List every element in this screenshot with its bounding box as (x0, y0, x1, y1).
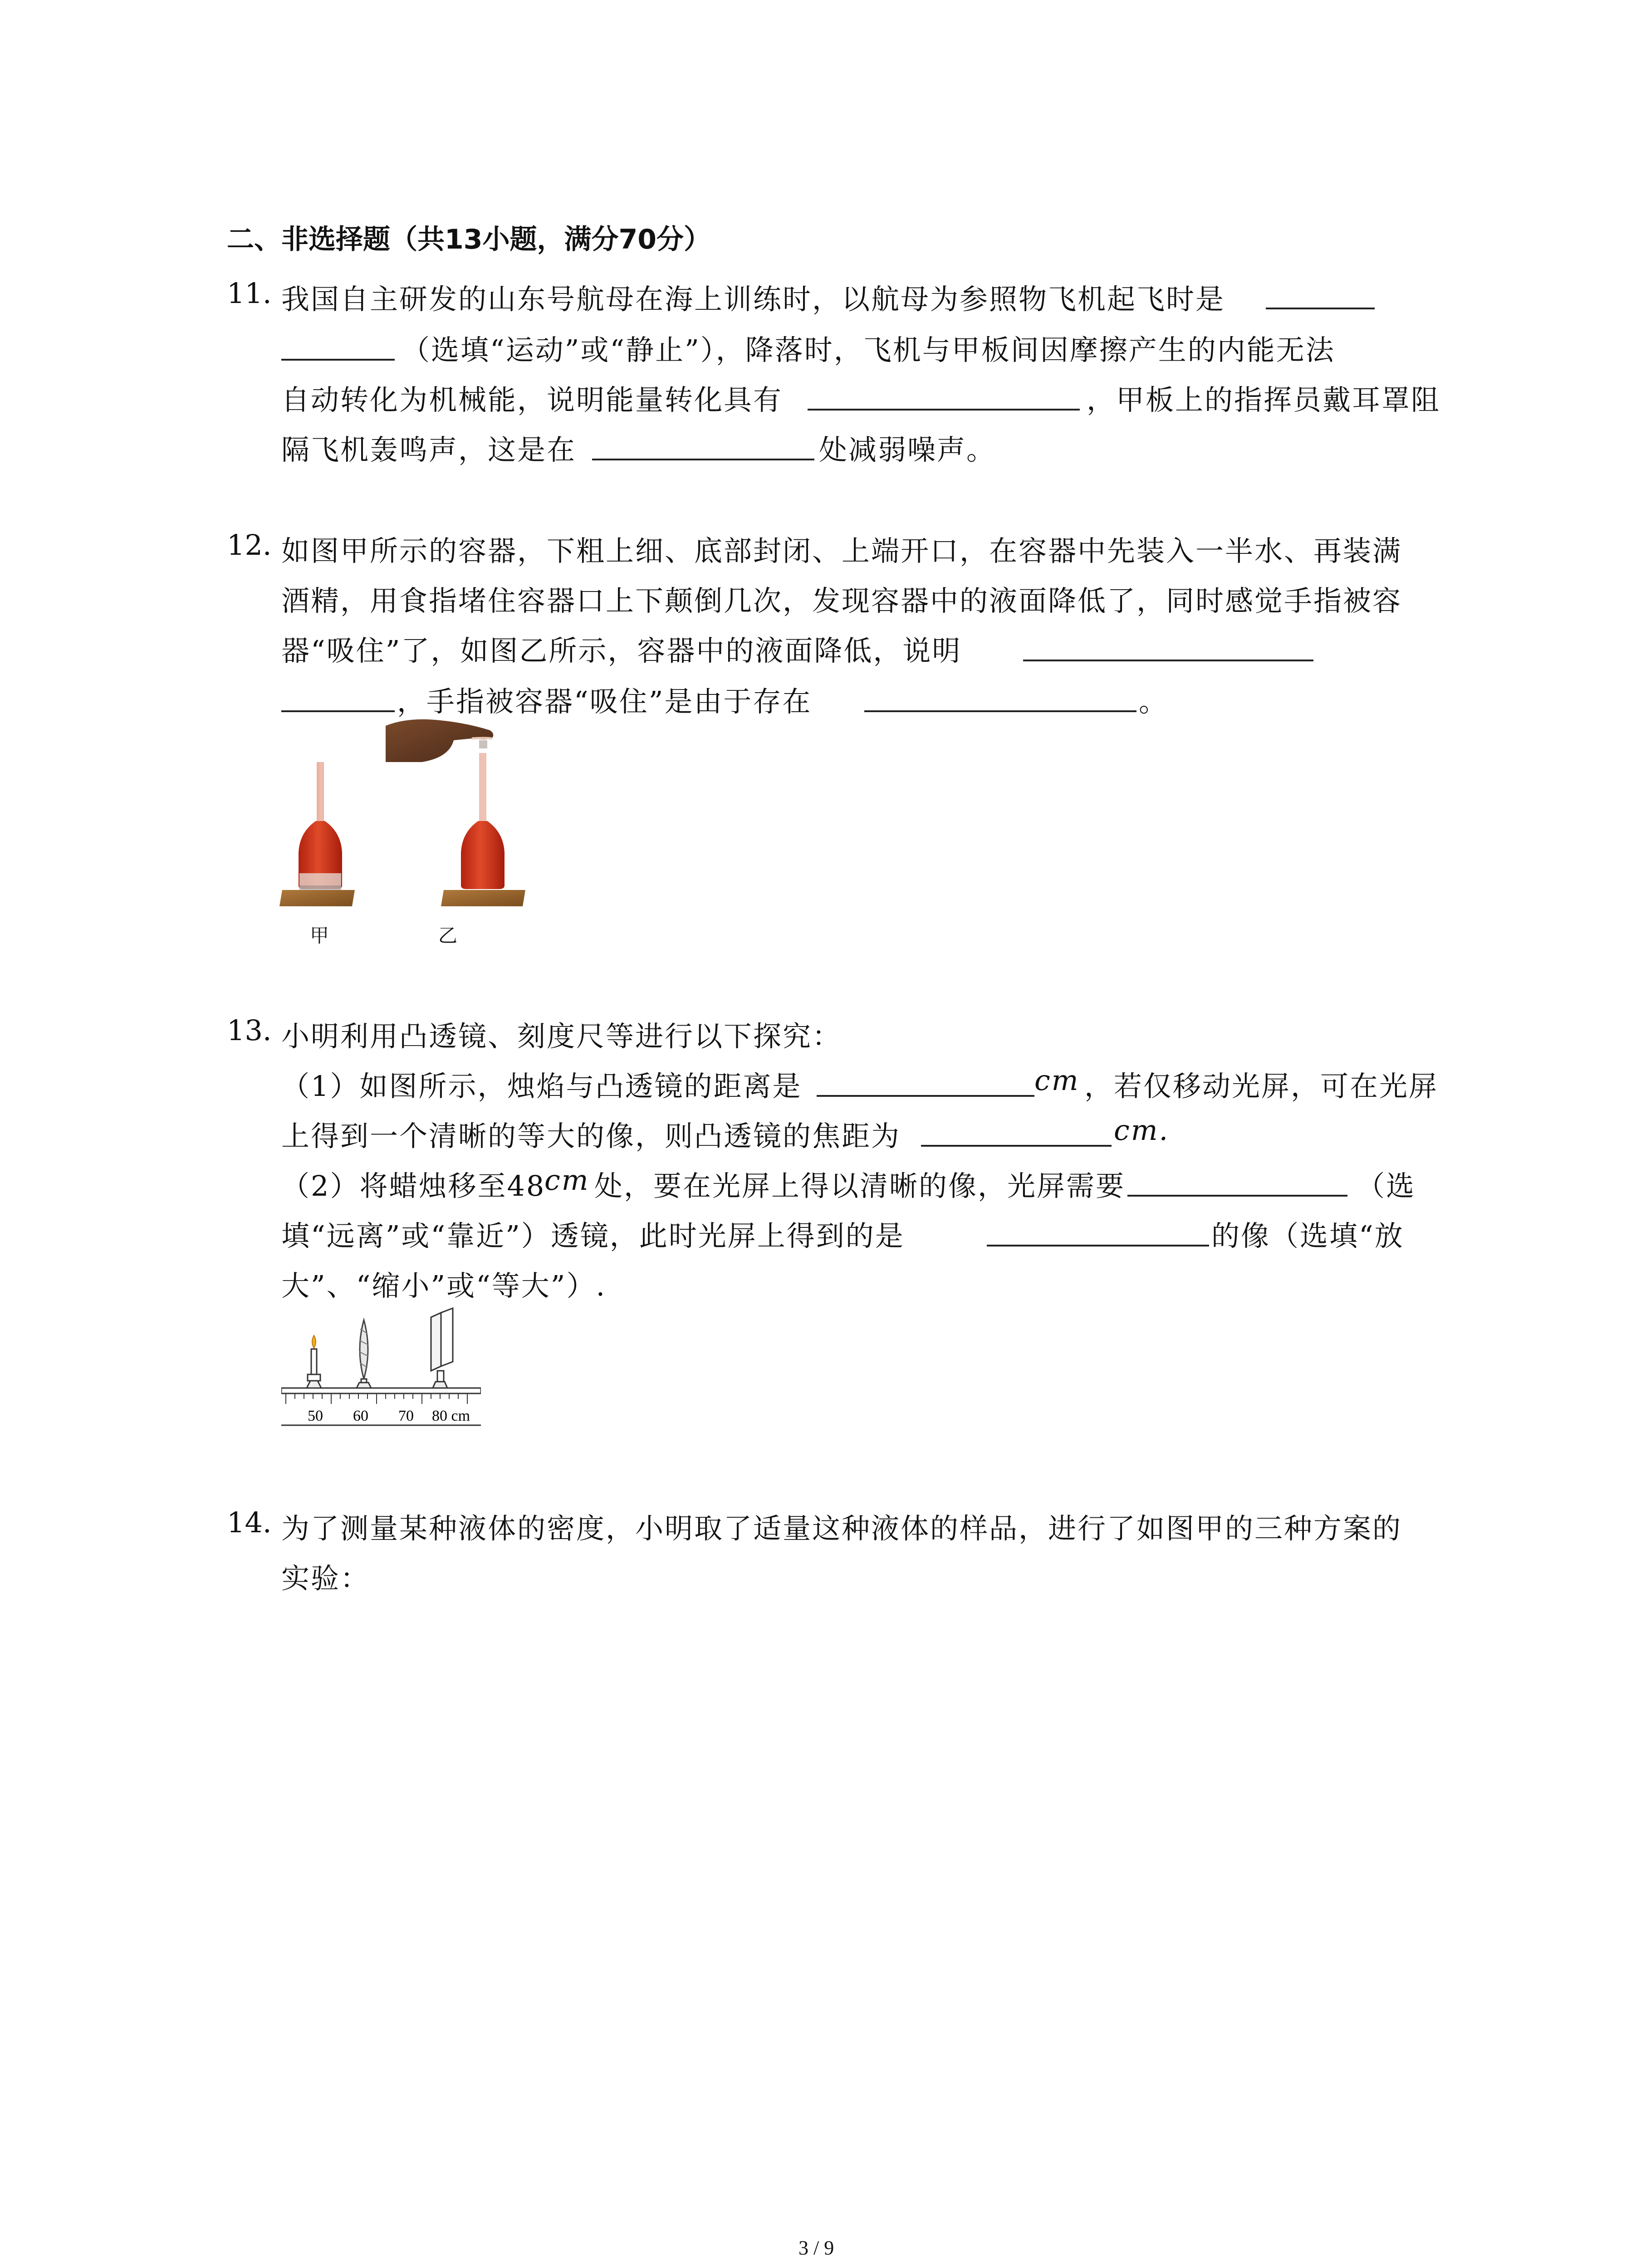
answer-blank[interactable] (987, 1215, 1209, 1246)
question-text: ，手指被容器“吸住”是由于存在 (397, 685, 812, 718)
question-text: 。 (1139, 685, 1169, 718)
candle (307, 1335, 321, 1388)
question-text: （1）如图所示，烛焰与凸透镜的距离是 (281, 1070, 802, 1103)
answer-blank[interactable] (1127, 1165, 1347, 1197)
flask-b (441, 753, 525, 906)
question-text: 的像（选填“放 (1211, 1219, 1404, 1252)
figure-label-jia: 甲 (310, 924, 329, 947)
answer-blank[interactable] (808, 379, 1080, 411)
question-number: 14. (227, 1506, 272, 1539)
question-text: ，若仅移动光屏，可在光屏 (1084, 1070, 1439, 1103)
light-screen (431, 1308, 453, 1388)
question-text: 处减弱噪声。 (819, 433, 996, 466)
question-text: 实验： (281, 1562, 370, 1595)
scale-label: 50 (308, 1408, 323, 1424)
answer-blank[interactable] (281, 680, 395, 712)
convex-lens (357, 1320, 371, 1388)
answer-blank[interactable] (817, 1065, 1034, 1097)
question-text: （选 (1357, 1169, 1416, 1202)
page-number: 3 / 9 (798, 2237, 834, 2259)
scale-label: 60 (353, 1408, 368, 1424)
unit-text: cm (1034, 1064, 1080, 1097)
scale-label: 70 (398, 1408, 414, 1424)
question-number: 12. (227, 528, 272, 562)
question-text: 如图甲所示的容器，下粗上细、底部封闭、上端开口，在容器中先装入一半水、再装满 (281, 534, 1402, 567)
question-text: 自动转化为机械能，说明能量转化具有 (281, 383, 783, 416)
question-text: 我国自主研发的山东号航母在海上训练时，以航母为参照物飞机起飞时是 (281, 283, 1225, 316)
answer-blank[interactable] (921, 1115, 1112, 1147)
answer-blank[interactable] (592, 429, 814, 460)
optical-bench-figure (281, 1306, 481, 1442)
question-text: 大”、“缩小”或“等大”）. (281, 1269, 607, 1302)
ruler-ticks (286, 1393, 467, 1404)
question-text: 处，要在光屏上得以清晰的像，光屏需要 (594, 1169, 1126, 1202)
question-text: 填“远离”或“靠近”）透镜，此时光屏上得到的是 (281, 1219, 905, 1252)
answer-blank[interactable] (281, 329, 395, 361)
figure-label-yi: 乙 (438, 924, 458, 947)
question-text: （2）将蜡烛移至48 (281, 1169, 546, 1202)
question-text: 酒精，用食指堵住容器口上下颠倒几次，发现容器中的液面降低了，同时感觉手指被容 (281, 584, 1402, 617)
answer-blank[interactable] (864, 680, 1136, 712)
question-number: 11. (227, 277, 272, 310)
question-text: 器“吸住”了，如图乙所示，容器中的液面降低，说明 (281, 634, 962, 667)
unit-text: cm (544, 1163, 590, 1197)
hand-image (386, 719, 493, 762)
question-text: （选填“运动”或“静止”），降落时，飞机与甲板间因摩擦产生的内能无法 (402, 333, 1335, 367)
question-text: ，甲板上的指挥员戴耳罩阻 (1087, 383, 1441, 416)
flask-a (279, 762, 355, 906)
scale-label: 80 cm (432, 1408, 470, 1424)
question-text: 上得到一个清晰的等大的像，则凸透镜的焦距为 (281, 1119, 901, 1153)
question-text: 小明利用凸透镜、刻度尺等进行以下探究： (281, 1020, 842, 1053)
answer-blank[interactable] (1023, 630, 1313, 661)
question-text: 为了测量某种液体的密度，小明取了适量这种液体的样品，进行了如图甲的三种方案的 (281, 1512, 1402, 1545)
answer-blank[interactable] (1266, 278, 1375, 309)
unit-text: cm. (1114, 1114, 1170, 1147)
section-heading: 二、非选择题（共13小题，满分70分） (227, 224, 711, 255)
question-text: 隔飞机轰鸣声，这是在 (281, 433, 577, 466)
question-number: 13. (227, 1014, 272, 1047)
